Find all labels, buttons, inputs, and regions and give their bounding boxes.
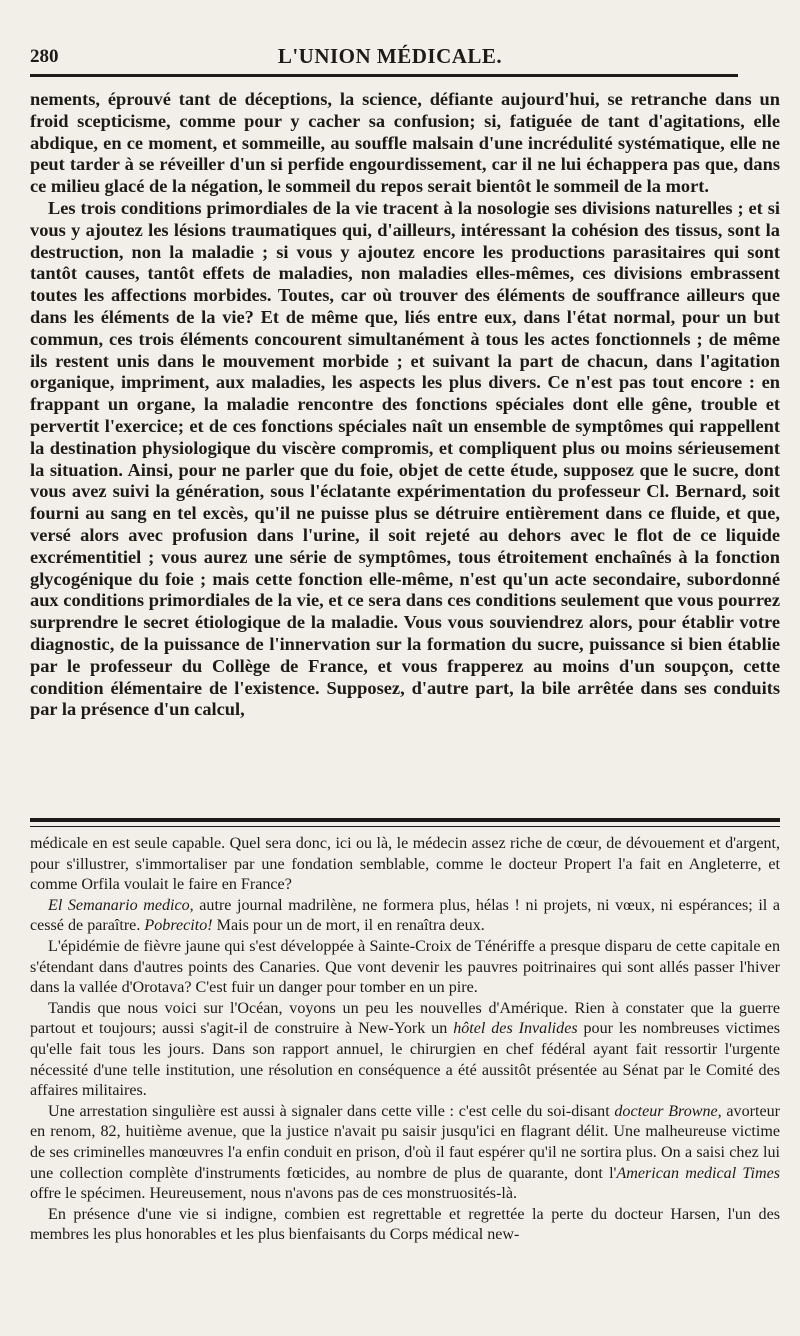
italic-text: hôtel des Invalides <box>453 1020 578 1038</box>
page-header <box>30 38 750 78</box>
journal-title: El Semanario medico, <box>48 896 194 914</box>
journal-title: American medical Times <box>616 1164 780 1182</box>
note-text-run: offre le spécimen. Heureusement, nous n'avons pas de ces monstruosités-là. <box>30 1185 518 1203</box>
running-title: L'UNION MÉDICALE. <box>277 44 503 68</box>
note-text-run: Mais pour un de mort, il en renaîtra deux. <box>212 917 485 935</box>
note-paragraph: En présence d'une vie si indigne, combien est regrettable et regrettée la perte du docteur Harsen, l'un des membres les plus honorables et les plus bienfaisants du Corps médical new- <box>30 1205 780 1244</box>
feuilleton-rule <box>30 818 780 822</box>
note-paragraph <box>30 1102 780 1205</box>
note-text-run: autre journal madrilène, ne formera plus, hélas ! ni projets, ni vœux, ni espérances; il a cessé de paraître. <box>30 896 780 935</box>
paragraph: Les trois conditions primordiales de la vie tracent à la nosologie ses divisions naturelles ; et si vous y ajoutez les lésions traumatiques qui, d'ailleurs, intéressant la cohésion des tissus, sont la destruction, non la maladie ; si vous y ajoutez encore les productions parasitaires qui sont tantôt causes, tantôt effets de maladies, non maladies elles-mêmes, ces divisions embrassent toutes les affections morbides. Toutes, car où trouver des éléments de souffrance ailleurs que dans les éléments de la vie? Et de même que, liés entre eux, dans l'état normal, pour un but commun, ces trois éléments concourent simultanément à tous les actes fonctionnels ; de même ils restent unis dans le mouvement morbide ; et suivant la part de chacun, dans l'agitation organique, impriment, aux maladies, les aspects les plus divers. Ce n'est pas tout encore : en frappant un organe, la maladie rencontre des fonctions spéciales dont elle gêne, trouble et pervertit l'exercice; et de ces fonctions spéciales naît un ensemble de symptômes qui rappellent la destination physiologique du viscère compromis, et compliquent plus ou moins sérieusement la situation. Ainsi, pour ne parler que du foie, objet de cette étude, supposez que le sucre, dont vous avez suivi la génération, sous l'éclatante expérimentation du professeur Cl. Bernard, soit fourni au sang en tel excès, qu'il ne puisse plus se détruire entièrement dans ce fluide, et que, versé alors avec profusion dans l'urine, il soit rejeté au dehors avec le flot de ce liquide excrémentitiel ; vous aurez une série de symptômes, tous étroitement enchaînés à la fonction glycogénique du foie ; mais cette fonction elle-même, n'est qu'un acte secondaire, subordonné aux conditions primordiales de la vie, et ce sera dans ces conditions seulement que vous pourrez surprendre le secret étiologique de la maladie. Vous vous souviendrez alors, pour établir votre diagnostic, de la puissance de l'innervation sur la formation du sucre, puissance si bien établie par le professeur du Collège de France, et vous frapperez au moins d'un soupçon, cette condition élémentaire de l'existence. Supposez, d'autre part, la bile arrêtée dans ses conduits par la présence d'un calcul, <box>30 197 780 720</box>
feuilleton-rule-thin <box>30 826 780 827</box>
page-number: 280 <box>30 46 59 67</box>
header-rule <box>30 74 738 77</box>
note-paragraph: médicale en est seule capable. Quel sera donc, ici ou là, le médecin assez riche de cœur, de dévouement et d'argent, pour s'illustrer, s'immortaliser par une fondation semblable, comme le docteur Propert l'a fait en Angleterre, et comme Orfila voulait le faire en France? <box>30 835 780 894</box>
paragraph: nements, éprouvé tant de déceptions, la science, défiante aujourd'hui, se retranche dans un froid scepticisme, comme pour y cacher sa confusion; si, fatiguée de tant d'agitations, elle abdique, en ce moment, et sommeille, au souffle malsain d'une incrédulité systématique, elle ne peut tarder à se réveiller d'un si perfide engourdissement, car il ne lui échappera pas que, dans ce milieu glacé de la négation, le sommeil du repos serait bientôt le sommeil de la mort. <box>30 89 780 197</box>
note-text-run: pour les nombreuses victimes qu'elle fait tous les jours. Dans son rapport annuel, le chirurgien en chef fédéral ayant fait ressortir l'urgente nécessité d'une telle institution, une résolution en conséquence a été aussitôt présentée au Sénat par le Comité des affaires militaires. <box>30 1020 780 1100</box>
note-text-run: Tandis que nous voici sur l'Océan, voyons un peu les nouvelles d'Amérique. Rien à constater que la guerre partout et toujours; aussi s'agit-il de construire à New-York un <box>30 999 780 1038</box>
italic-text: Pobrecito! <box>144 917 213 935</box>
note-paragraph <box>30 999 780 1102</box>
note-paragraph: L'épidémie de fièvre jaune qui s'est développée à Sainte-Croix de Ténériffe a presque disparu de cette capitale en s'étendant dans d'autres points des Canaries. Que vont devenir les pauvres poitrinaires qui sont allés passer l'hiver dans la vallée d'Orotava? C'est fuir un danger pour tomber en un pire. <box>30 937 780 997</box>
note-text-run: Une arrestation singulière est aussi à signaler dans cette ville : c'est celle du soi-disant <box>48 1102 615 1120</box>
note-paragraph <box>30 896 780 937</box>
italic-text: docteur Browne, <box>614 1102 722 1120</box>
main-text <box>30 89 780 721</box>
note-text-run: avorteur en renom, 82, huitième avenue, que la justice n'avait pu saisir jusqu'ici en flagrant délit. Une malheureuse victime de ses criminelles manœuvres l'a enfin conduit en prison, d'où il faut espérer qu'il ne sortira plus. On a saisi chez lui une collection complète d'instruments fœticides, au nombre de plus de quarante, dont l' <box>30 1102 780 1182</box>
feuilleton-text <box>30 834 780 1246</box>
